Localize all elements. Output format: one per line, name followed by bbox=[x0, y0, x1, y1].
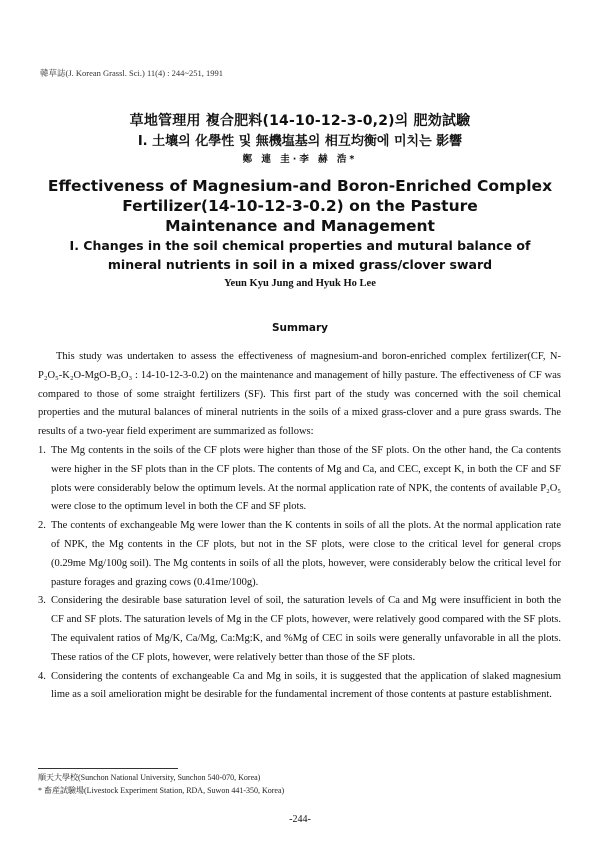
finding-number: 2. bbox=[38, 520, 46, 532]
finding-number: 4. bbox=[38, 670, 46, 682]
english-title bbox=[20, 176, 580, 236]
finding-number: 3. bbox=[38, 595, 46, 607]
korean-authors: 鄭 連 圭·李 赫 浩* bbox=[242, 154, 358, 165]
finding-text: The contents of exchangeable Mg were lower than the K contents in soils of all the plots. At the normal application rate of NPK, the Mg contents in the CF plots, but not in the SF plots, were close to the critical level for general crops (0.29me Mg/100g soil). The Mg contents in soils of all the plots, however, were considerably below the critical level for pasture forages and grazing cows (0.41me/100g). bbox=[51, 520, 561, 588]
summary-heading: Summary bbox=[271, 322, 329, 334]
english-title-line: Fertilizer(14-10-12-3-0.2) on the Pasture bbox=[122, 197, 478, 215]
finding-item bbox=[38, 517, 561, 592]
korean-subtitle: Ⅰ. 土壤의 化學性 및 無機塩基의 相互均衡에 미치는 影響 bbox=[137, 134, 463, 149]
english-subtitle-line: mineral nutrients in soil in a mixed grass/clover sward bbox=[107, 257, 493, 272]
page-number: -244- bbox=[289, 814, 311, 825]
english-subtitle bbox=[20, 236, 580, 274]
footnote-affiliation-2: * 畜産試驗場(Livestock Experiment Station, RDA, Suwon 441-350, Korea) bbox=[38, 786, 285, 795]
intro-paragraph: This study was undertaken to assess the effectiveness of magnesium-and boron-enriched complex fertilizer(CF, N-P₂O₅-K₂O-MgO-B₂O₃ : 14-10-12-3-0.2) on the maintenance and management of hilly pasture. The effectiveness of CF was compared to those of some straight fertilizers (SF). This first part of the study was concerned with the soil chemical properties and the mutural balances of mineral nutrients in the soils of a mixed grass-clover and a pure grass swards. The results of a two-year field experiment are summarized as follows: bbox=[38, 351, 561, 438]
footnotes bbox=[38, 771, 558, 797]
finding-text: Considering the contents of exchangeable Ca and Mg in soils, it is suggested that the application of slaked magnesium lime as a soil amelioration might be desirable for the fundamental increment of those contents at pasture establishment. bbox=[51, 670, 561, 701]
footnote-affiliation-1: 順天大學校(Sunchon National University, Sunchon 540-070, Korea) bbox=[38, 773, 261, 782]
english-title-line: Maintenance and Management bbox=[165, 217, 435, 235]
english-subtitle-line: Ⅰ. Changes in the soil chemical properties and mutural balance of bbox=[69, 238, 531, 253]
footnote-divider bbox=[38, 768, 178, 769]
findings-list bbox=[38, 442, 561, 705]
finding-text: Considering the desirable base saturation level of soil, the saturation levels of Ca and Mg were insufficient in both the CF and SF plots. The saturation levels of Mg in the CF plots, however, were relatively good compared with the SF plots. The equivalent ratios of Mg/K, Ca/Mg, Ca:Mg:K, and %Mg of CEC in soils were generally unfavorable in all the plots. These ratios of the CF plots, however, were relatively better than those of the SF plots. bbox=[51, 595, 561, 663]
finding-item bbox=[38, 668, 561, 706]
english-authors: Yeun Kyu Jung and Hyuk Ho Lee bbox=[224, 278, 376, 289]
english-title-line: Effectiveness of Magnesium-and Boron-Enriched Complex bbox=[47, 177, 553, 195]
finding-item bbox=[38, 442, 561, 517]
finding-number: 1. bbox=[38, 444, 46, 456]
korean-title: 草地管理用 複合肥料(14-10-12-3-0,2)의 肥効試驗 bbox=[129, 113, 471, 129]
journal-header: 韓草誌(J. Korean Grassl. Sci.) 11(4) : 244~251, 1991 bbox=[40, 68, 223, 78]
finding-item bbox=[38, 592, 561, 667]
finding-text: The Mg contents in the soils of the CF plots were higher than those of the SF plots. On the other hand, the Ca contents were higher in the SF plots than in the CF plots. The contents of Mg and Ca, and CEC, except K, in both the CF and SF plots were considerably below the optimum levels. At the normal application rate of NPK, the contents of available P₂O₅ were close to the optimum level in both the CF and SF plots. bbox=[51, 444, 561, 513]
summary-body bbox=[38, 348, 561, 705]
